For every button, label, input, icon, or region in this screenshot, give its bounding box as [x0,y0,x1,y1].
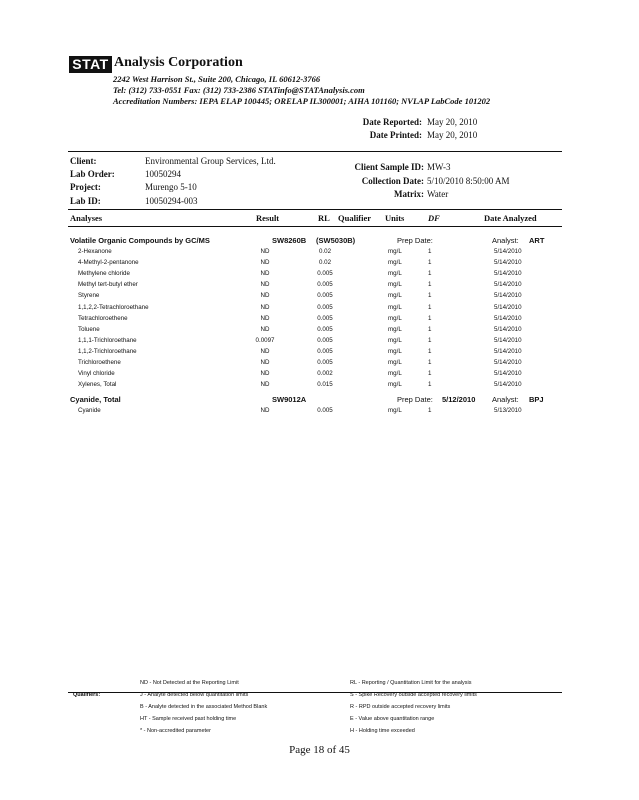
analyte-result: ND [260,347,270,355]
analyte-name: 2-Hexanone [78,248,112,255]
analyte-df: 1 [428,325,432,333]
analyte-name: 4-Methyl-2-pentanone [78,259,139,267]
col-qualifier: Qualifier [338,213,372,223]
lab-id-label: Lab ID: [70,196,101,206]
analyte-units: mg/L [388,281,402,289]
section-voc-method: SW8260B [272,236,307,245]
analyte-result: ND [260,303,270,311]
header-rule [68,151,562,152]
analyte-units: mg/L [388,314,402,322]
analyte-df: 1 [428,347,432,355]
analyte-df: 1 [428,248,432,255]
analyte-date-analyzed: 5/14/2010 [494,336,522,344]
lab-order-label: Lab Order: [70,169,115,179]
analyte-df: 1 [428,359,432,366]
analyte-df: 1 [428,259,432,267]
analyte-date-analyzed: 5/14/2010 [494,325,522,333]
analyte-units: mg/L [388,381,402,389]
client-value: Environmental Group Services, Ltd. [145,156,276,166]
analyte-rl: 0.005 [317,325,333,333]
analyte-df: 1 [428,336,432,344]
matrix-label: Matrix: [394,189,424,199]
col-date-analyzed: Date Analyzed [484,213,537,223]
analyte-units: mg/L [388,259,402,267]
qualifier-definition: H - Holding time exceeded [350,728,415,734]
analyte-result: ND [260,281,270,289]
analyte-rl: 0.002 [317,370,333,378]
analyte-df: 1 [428,270,432,278]
qualifier-definition: R - RPD outside accepted recovery limits [350,704,451,710]
project-value: Murengo 5-10 [145,182,197,192]
analyte-name: Cyanide [78,407,101,414]
analyte-name: 1,1,2-Trichloroethane [78,347,137,355]
section-cyanide-method: SW9012A [272,395,307,404]
qualifier-definition: RL - Reporting / Quantitation Limit for the analysis [350,680,472,686]
analyte-date-analyzed: 5/14/2010 [494,281,522,289]
analyte-result: ND [260,270,270,278]
analyte-rl: 0.005 [317,359,333,366]
analyte-result: ND [260,325,270,333]
analyte-units: mg/L [388,325,402,333]
qualifier-definition: E - Value above quantitation range [350,716,435,722]
analyte-result: 0.0097 [255,336,275,344]
section-cyanide-analyst: BPJ [529,395,544,404]
qualifier-definition: HT - Sample received past holding time [140,716,237,722]
qualifier-definition: S - Spike Recovery outside accepted recovery limits [350,692,477,698]
analyte-name: Methylene chloride [78,270,130,278]
analyte-date-analyzed: 5/14/2010 [494,248,522,255]
section-voc-analyst: ART [529,236,545,245]
col-df: DF [428,213,440,223]
analyte-date-analyzed: 5/14/2010 [494,381,522,389]
analyte-units: mg/L [388,407,402,414]
section-cyanide-analyst-label: Analyst: [492,395,519,404]
section-voc-analyst-label: Analyst: [492,236,519,245]
analyte-rl: 0.005 [317,347,333,355]
qualifier-definition: ND - Not Detected at the Reporting Limit [140,680,239,686]
analyte-name: 1,1,2,2-Tetrachloroethane [78,303,149,311]
analyte-rl: 0.005 [317,292,333,300]
analyte-result: ND [260,381,270,389]
section-cyanide-prep-label: Prep Date: [397,395,433,404]
table-header-bottom-rule [68,226,562,227]
analyte-date-analyzed: 5/14/2010 [494,292,522,300]
analyte-date-analyzed: 5/14/2010 [494,314,522,322]
analyte-name: Trichloroethene [78,359,121,366]
company-contact: Tel: (312) 733-0551 Fax: (312) 733-2386 STATinfo@STATAnalysis.com [113,85,365,95]
company-logo: STAT [69,56,112,73]
qualifier-definition: B - Analyte detected in the associated Method Blank [140,704,268,710]
project-label: Project: [70,182,101,192]
analyte-rl: 0.005 [317,336,333,344]
analyte-date-analyzed: 5/14/2010 [494,347,522,355]
analyte-units: mg/L [388,303,402,311]
analyte-name: 1,1,1-Trichloroethane [78,336,137,344]
analyte-units: mg/L [388,248,402,255]
analyte-date-analyzed: 5/14/2010 [494,270,522,278]
date-reported-label: Date Reported: [362,117,422,127]
analyte-rl: 0.005 [317,270,333,278]
analyte-df: 1 [428,370,432,378]
analyte-date-analyzed: 5/14/2010 [494,259,522,267]
accreditation-numbers: Accreditation Numbers: IEPA ELAP 100445; ORELAP IL300001; AIHA 101160; NVLAP LabCode 101202 [113,96,491,106]
qualifier-definition: J - Analyte detected below quantitation limits [140,692,249,698]
analyte-name: Toluene [78,325,100,333]
date-printed-label: Date Printed: [369,130,422,140]
analyte-result: ND [260,292,270,300]
lab-order-value: 10050294 [145,169,181,179]
analyte-result: ND [260,248,270,255]
analyte-result: ND [260,259,270,267]
company-address: 2242 West Harrison St., Suite 200, Chicago, IL 60612-3766 [113,74,321,84]
lab-id-value: 10050294-003 [145,196,198,206]
client-sample-label: Client Sample ID: [354,162,424,172]
analyte-date-analyzed: 5/14/2010 [494,370,522,378]
table-header-top-rule [68,209,562,210]
analyte-rl: 0.005 [317,281,333,289]
analyte-result: ND [260,370,270,378]
page-number: Page 18 of 45 [289,744,350,756]
date-reported-value: May 20, 2010 [427,117,478,127]
analyte-rl: 0.02 [318,248,332,255]
analyte-df: 1 [428,281,432,289]
analyte-df: 1 [428,407,432,414]
analyte-date-analyzed: 5/13/2010 [494,407,522,414]
analyte-units: mg/L [388,336,402,344]
qualifier-definition: * - Non-accredited parameter [140,728,211,734]
analyte-date-analyzed: 5/14/2010 [494,359,522,366]
analyte-units: mg/L [388,292,402,300]
col-rl: RL [318,213,330,223]
analyte-rl: 0.005 [317,314,333,322]
section-voc-prep-label: Prep Date: [397,236,433,245]
analyte-units: mg/L [388,370,402,378]
col-units: Units [385,213,405,223]
analyte-date-analyzed: 5/14/2010 [494,303,522,311]
analyte-df: 1 [428,314,432,322]
analyte-name: Styrene [78,292,100,300]
section-voc-prep-method: (SW5030B) [316,236,356,245]
qualifiers-label: Qualifiers: [73,692,101,698]
analyte-units: mg/L [388,347,402,355]
analyte-df: 1 [428,381,432,389]
analyte-units: mg/L [388,359,402,366]
analyte-rl: 0.005 [317,303,333,311]
section-cyanide-title: Cyanide, Total [70,395,121,404]
analyte-result: ND [260,314,270,322]
col-result: Result [256,213,280,223]
analyte-name: Methyl tert-butyl ether [78,281,138,289]
analyte-rl: 0.015 [317,381,333,389]
analyte-rl: 0.005 [317,407,333,414]
section-cyanide-prep-date: 5/12/2010 [442,395,476,404]
client-label: Client: [70,156,97,166]
analyte-result: ND [260,359,270,366]
analyte-name: Vinyl chloride [78,370,115,378]
analyte-units: mg/L [388,270,402,278]
analyte-df: 1 [428,303,432,311]
section-voc-title: Volatile Organic Compounds by GC/MS [70,236,210,245]
col-analyses: Analyses [70,213,103,223]
client-sample-value: MW-3 [427,162,451,172]
date-printed-value: May 20, 2010 [427,130,478,140]
collection-date-value: 5/10/2010 8:50:00 AM [427,176,510,186]
analyte-name: Tetrachloroethene [78,314,128,322]
analyte-name: Xylenes, Total [78,381,117,389]
analyte-rl: 0.02 [318,259,332,267]
analyte-df: 1 [428,292,432,300]
company-name: Analysis Corporation [114,55,243,70]
collection-date-label: Collection Date: [361,176,424,186]
matrix-value: Water [427,189,449,199]
analyte-result: ND [260,407,270,414]
